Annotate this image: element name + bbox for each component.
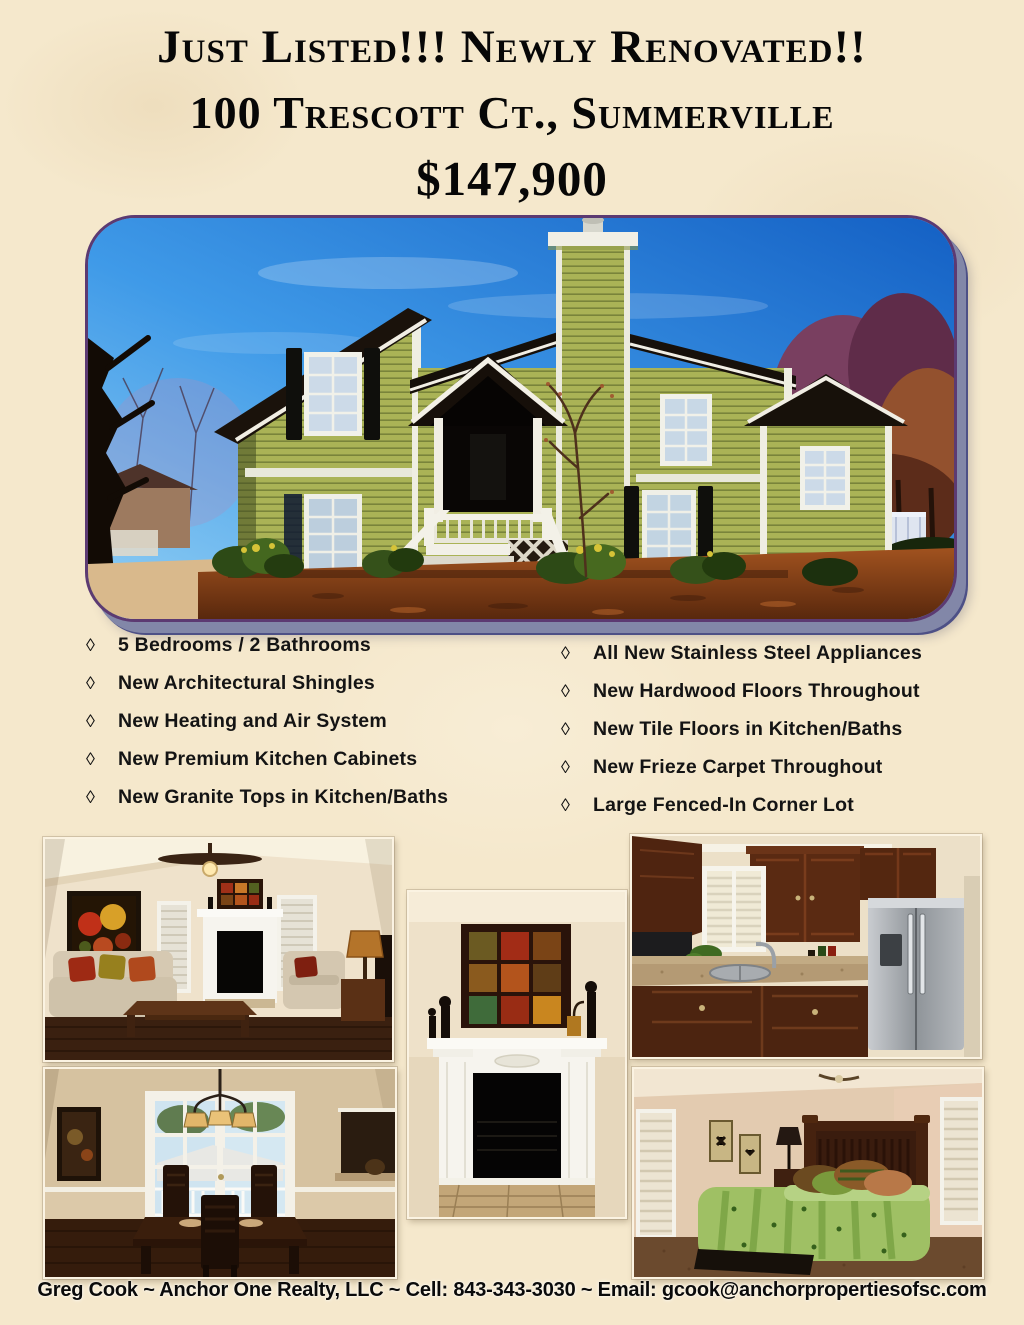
feature-item — [86, 670, 516, 696]
feature-text: New Tile Floors in Kitchen/Baths — [593, 717, 903, 740]
dining-room-illustration — [45, 1069, 395, 1277]
house-exterior-illustration — [88, 218, 954, 619]
feature-text: New Premium Kitchen Cabinets — [118, 747, 418, 770]
kitchen-illustration — [632, 836, 980, 1057]
feature-text: New Frieze Carpet Throughout — [593, 755, 883, 778]
feature-text: All New Stainless Steel Appliances — [593, 641, 923, 664]
feature-text: New Hardwood Floors Throughout — [593, 679, 920, 702]
feature-item — [561, 640, 1001, 666]
feature-list-left — [86, 632, 516, 822]
price: $147,900 — [416, 151, 608, 206]
diamond-bullet-icon: ◊ — [86, 748, 96, 769]
address-line: 100 Trescott Ct., Summerville — [189, 87, 835, 138]
feature-text: New Granite Tops in Kitchen/Baths — [118, 785, 449, 808]
feature-item — [86, 632, 516, 658]
feature-text: New Architectural Shingles — [118, 671, 375, 694]
fireplace-illustration — [409, 892, 625, 1217]
feature-text: Large Fenced-In Corner Lot — [593, 793, 854, 816]
diamond-bullet-icon: ◊ — [561, 680, 571, 701]
fireplace-photo — [407, 890, 627, 1219]
feature-item — [561, 716, 1001, 742]
feature-item — [561, 754, 1001, 780]
diamond-bullet-icon: ◊ — [561, 794, 571, 815]
bedroom-photo — [632, 1067, 984, 1279]
main-house-photo — [85, 215, 957, 622]
feature-text: 5 Bedrooms / 2 Bathrooms — [118, 633, 371, 656]
feature-item — [561, 678, 1001, 704]
dining-room-photo — [43, 1067, 397, 1279]
feature-item — [86, 784, 516, 810]
diamond-bullet-icon: ◊ — [561, 642, 571, 663]
diamond-bullet-icon: ◊ — [86, 786, 96, 807]
feature-list-right — [561, 640, 1001, 830]
diamond-bullet-icon: ◊ — [561, 718, 571, 739]
feature-text: New Heating and Air System — [118, 709, 387, 732]
living-room-photo — [43, 837, 394, 1062]
living-room-illustration — [45, 839, 392, 1060]
diamond-bullet-icon: ◊ — [86, 710, 96, 731]
contact-line: Greg Cook ~ Anchor One Realty, LLC ~ Cell: 843-343-3030 ~ Email: gcook@anchorpropertiesofsc.com — [37, 1279, 987, 1301]
headline: Just Listed!!! Newly Renovated!! — [157, 21, 867, 73]
kitchen-photo — [630, 834, 982, 1059]
diamond-bullet-icon: ◊ — [86, 672, 96, 693]
feature-item — [86, 746, 516, 772]
diamond-bullet-icon: ◊ — [86, 634, 96, 655]
feature-item — [86, 708, 516, 734]
bedroom-illustration — [634, 1069, 982, 1277]
diamond-bullet-icon: ◊ — [561, 756, 571, 777]
feature-item — [561, 792, 1001, 818]
